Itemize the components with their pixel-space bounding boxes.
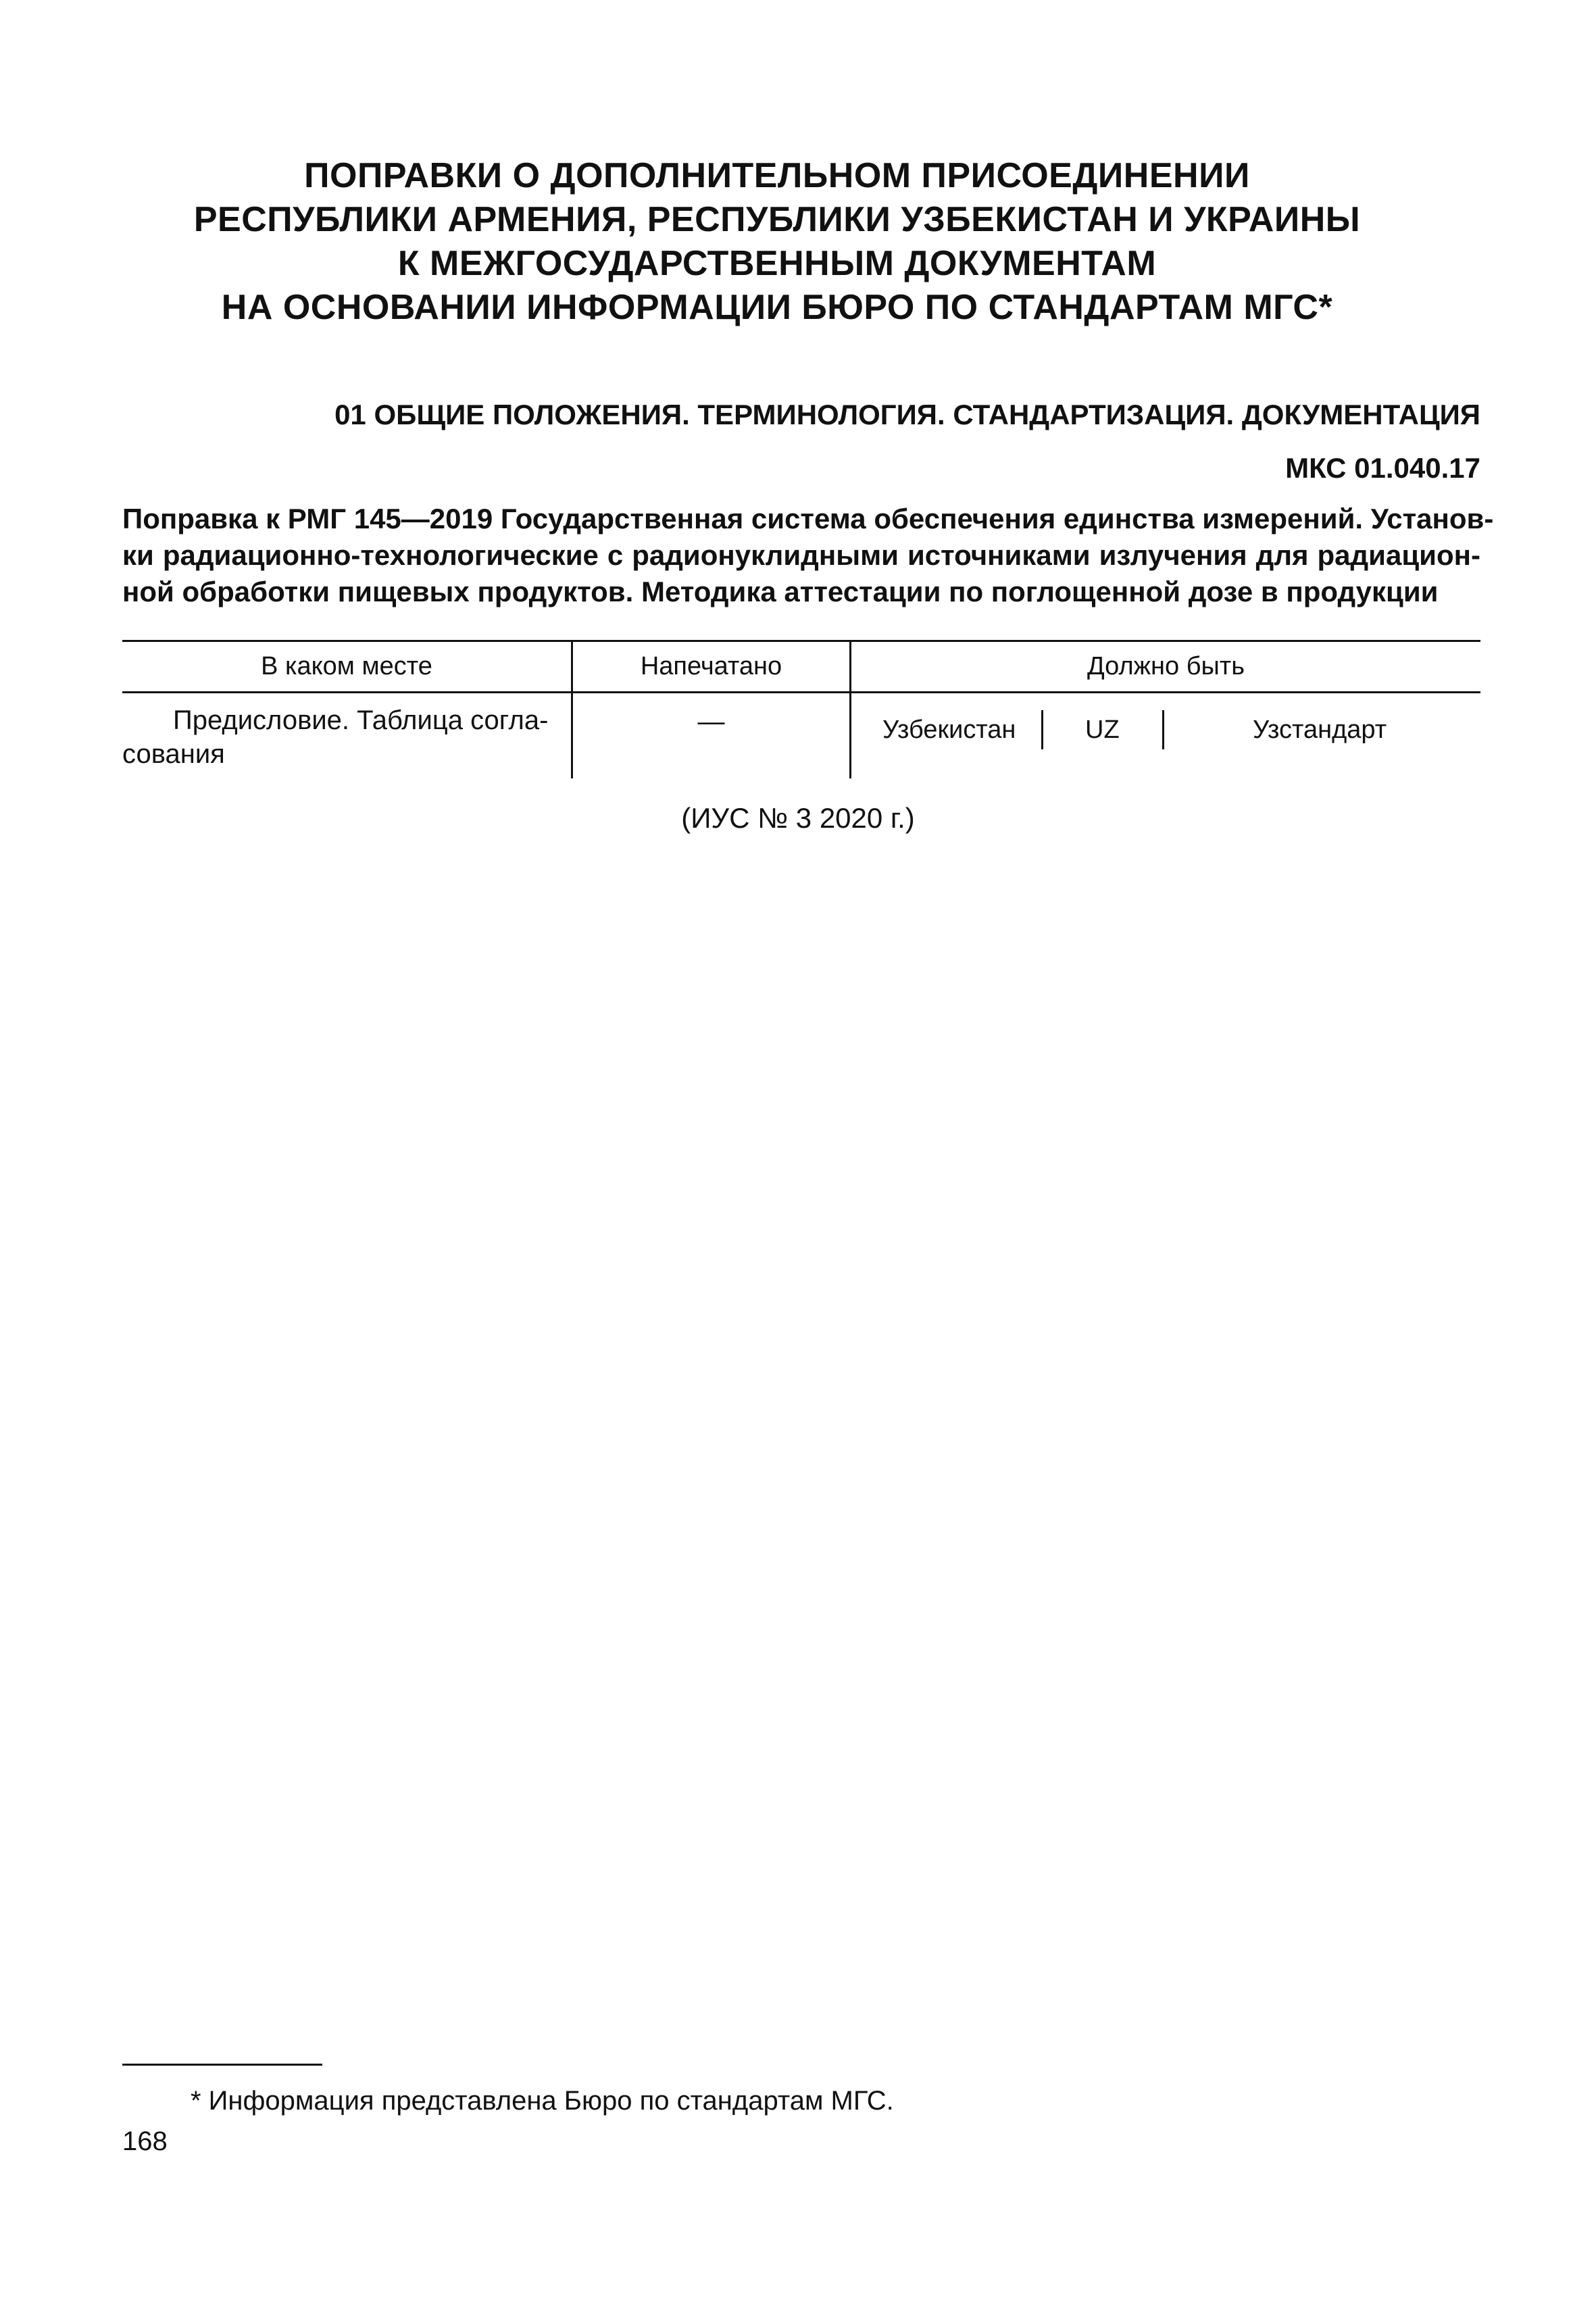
title-line: К МЕЖГОСУДАРСТВЕННЫМ ДОКУМЕНТАМ: [397, 244, 1157, 283]
section-heading: 01 ОБЩИЕ ПОЛОЖЕНИЯ. ТЕРМИНОЛОГИЯ. СТАНДАРТИЗАЦИЯ. ДОКУМЕНТАЦИЯ: [334, 399, 1480, 430]
table-top-rule: [122, 640, 1480, 642]
table-subcolumn-divider: [1041, 710, 1043, 749]
page-title: [122, 154, 1432, 330]
table-cell-organization: Узстандарт: [1253, 716, 1387, 744]
title-line: РЕСПУБЛИКИ АРМЕНИЯ, РЕСПУБЛИКИ УЗБЕКИСТАН И УКРАИНЫ: [193, 200, 1361, 239]
issue-reference: (ИУС № 3 2020 г.): [681, 802, 915, 834]
table-cell-printed: —: [697, 707, 725, 737]
footnote-rule: [122, 2064, 322, 2066]
table-cell-place: [122, 703, 571, 771]
table-cell-place-line: Предисловие. Таблица согла-: [173, 705, 549, 735]
mks-code: МКС 01.040.17: [1285, 452, 1480, 484]
table-cell-country: Узбекистан: [882, 716, 1016, 744]
table-cell-place-line: сования: [122, 739, 225, 769]
footnote: * Информация представлена Бюро по стандартам МГС.: [191, 2086, 894, 2116]
table-subcolumn-divider: [1162, 710, 1164, 749]
amendment-title-line: Поправка к РМГ 145—2019 Государственная система обеспечения единства измерений. Установ-: [122, 503, 1494, 534]
table-header-place: В каком месте: [261, 652, 432, 680]
table-header-rule: [122, 691, 1480, 693]
amendment-title-line: ной обработки пищевых продуктов. Методика аттестации по поглощенной дозе в продукции: [122, 576, 1439, 607]
page-number: 168: [122, 2126, 168, 2156]
amendment-title: [122, 501, 1494, 610]
table-header-should-be: Должно быть: [1087, 652, 1245, 680]
title-line: НА ОСНОВАНИИ ИНФОРМАЦИИ БЮРО ПО СТАНДАРТАМ МГС*: [221, 288, 1333, 327]
amendment-title-line: ки радиационно-технологические с радионуклидными источниками излучения для радиацион-: [122, 539, 1480, 571]
title-line: ПОПРАВКИ О ДОПОЛНИТЕЛЬНОМ ПРИСОЕДИНЕНИИ: [304, 156, 1250, 195]
table-cell-country-code: UZ: [1085, 716, 1120, 744]
table-header-printed: Напечатано: [640, 652, 782, 680]
correction-table: [122, 640, 1480, 778]
